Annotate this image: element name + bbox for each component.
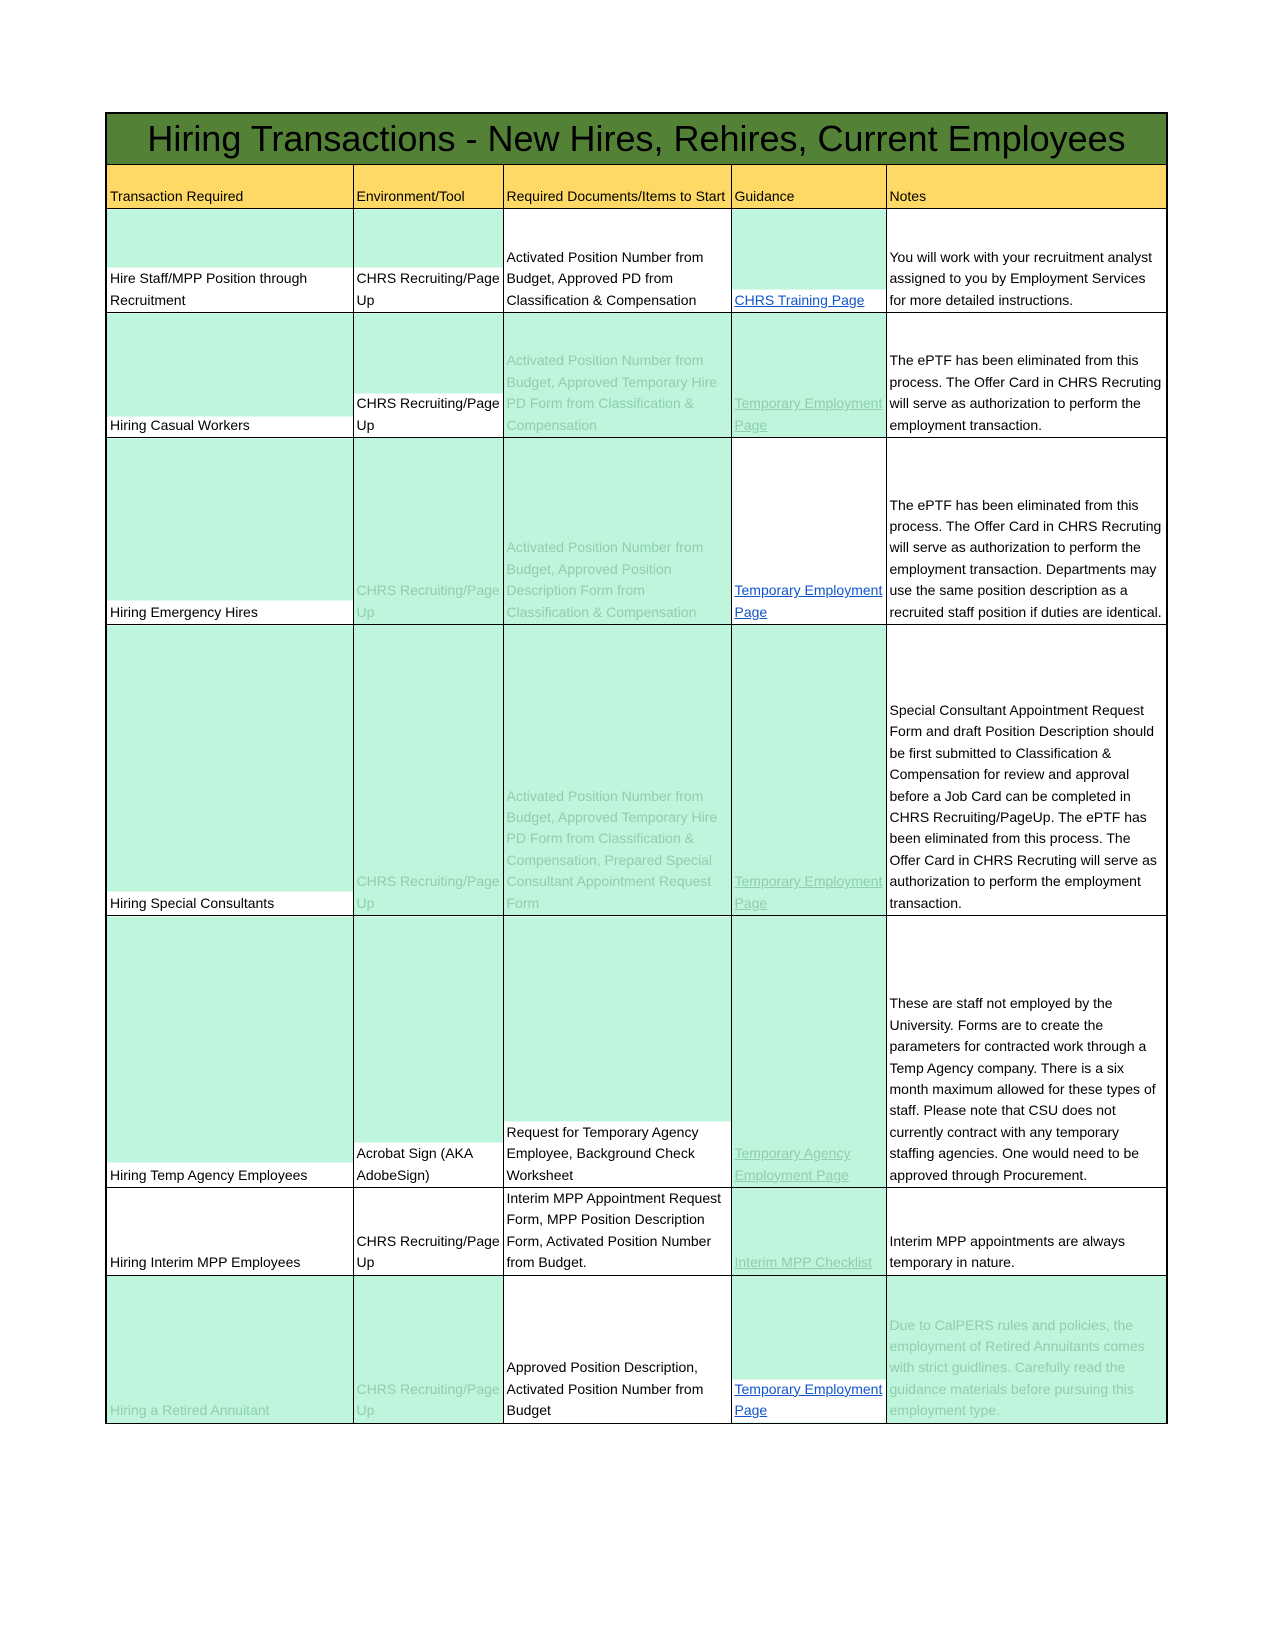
documents-cell: Activated Position Number from Budget, Approved Temporary Hire PD Form from Classification & Compensation, Prepared Special Consultant Appointment Request Form [503,625,731,916]
header-documents: Required Documents/Items to Start [503,165,731,209]
environment-cell: CHRS Recruiting/Page Up [353,625,503,916]
documents-cell: Activated Position Number from Budget, Approved PD from Classification & Compensation [503,209,731,313]
guidance-cell [731,209,886,313]
notes-cell: These are staff not employed by the University. Forms are to create the parameters for contracted work through a Temp Agency company. There is a six month maximum allowed for these types of staff. Please note that CSU does not currently contract with any temporary staffing agencies. One would need to be approved through Procurement. [886,916,1166,1188]
transaction-cell: Hiring a Retired Annuitant [107,1275,353,1423]
header-notes: Notes [886,165,1166,209]
documents-cell: Activated Position Number from Budget, Approved Temporary Hire PD Form from Classification & Compensation [503,313,731,438]
transaction-cell: Hiring Emergency Hires [107,438,353,625]
sheet-title: Hiring Transactions - New Hires, Rehires, Current Employees [107,114,1166,165]
guidance-link[interactable]: Temporary Employment Page [734,395,883,433]
hiring-transactions-sheet [105,112,1168,1424]
notes-cell: Special Consultant Appointment Request Form and draft Position Description should be first submitted to Classification & Compensation for review and approval before a Job Card can be completed in CHRS Recruiting/PageUp. The ePTF has been eliminated from this process. The Offer Card in CHRS Recruting will serve as authorization to perform the employment transaction. [886,625,1166,916]
notes-cell: The ePTF has been eliminated from this process. The Offer Card in CHRS Recruting will serve as authorization to perform the employment transaction. Departments may use the same position description as a recruited staff position if duties are identical. [886,438,1166,625]
transaction-cell: Hire Staff/MPP Position through Recruitment [107,209,353,313]
guidance-cell [731,1188,886,1276]
documents-cell: Request for Temporary Agency Employee, Background Check Worksheet [503,916,731,1188]
guidance-cell [731,1275,886,1423]
notes-cell: The ePTF has been eliminated from this process. The Offer Card in CHRS Recruting will serve as authorization to perform the employment transaction. [886,313,1166,438]
table-row [107,209,1166,313]
guidance-cell [731,625,886,916]
guidance-link[interactable]: Temporary Employment Page [734,582,883,620]
transaction-cell: Hiring Casual Workers [107,313,353,438]
table-row [107,625,1166,916]
header-environment: Environment/Tool [353,165,503,209]
notes-cell: Interim MPP appointments are always temporary in nature. [886,1188,1166,1276]
transaction-cell: Hiring Interim MPP Employees [107,1188,353,1276]
environment-cell: Acrobat Sign (AKA AdobeSign) [353,916,503,1188]
guidance-cell [731,313,886,438]
documents-cell: Activated Position Number from Budget, Approved Position Description Form from Classification & Compensation [503,438,731,625]
header-transaction: Transaction Required [107,165,353,209]
transaction-cell: Hiring Temp Agency Employees [107,916,353,1188]
transaction-cell: Hiring Special Consultants [107,625,353,916]
guidance-cell [731,438,886,625]
header-row [107,165,1166,209]
environment-cell: CHRS Recruiting/Page Up [353,209,503,313]
table-row [107,438,1166,625]
environment-cell: CHRS Recruiting/Page Up [353,438,503,625]
guidance-link[interactable]: Temporary Employment Page [734,873,883,911]
guidance-link[interactable]: Temporary Employment Page [734,1380,883,1419]
environment-cell: CHRS Recruiting/Page Up [353,1188,503,1276]
environment-cell: CHRS Recruiting/Page Up [353,1275,503,1423]
guidance-cell [731,916,886,1188]
table-row [107,1275,1166,1423]
header-guidance: Guidance [731,165,886,209]
table-row [107,313,1166,438]
notes-cell: You will work with your recruitment analyst assigned to you by Employment Services for more detailed instructions. [886,209,1166,313]
table-row [107,1188,1166,1276]
table-row [107,916,1166,1188]
notes-cell: Due to CalPERS rules and policies, the employment of Retired Annuitants comes with strict guidlines. Carefully read the guidance materials before pursuing this employment type. [886,1275,1166,1423]
documents-cell: Approved Position Description, Activated Position Number from Budget [503,1275,731,1423]
environment-cell: CHRS Recruiting/Page Up [353,313,503,438]
documents-cell: Interim MPP Appointment Request Form, MPP Position Description Form, Activated Position Number from Budget. [503,1188,731,1276]
guidance-link[interactable]: Temporary Agency Employment Page [734,1145,851,1183]
guidance-link[interactable]: Interim MPP Checklist [734,1254,872,1271]
guidance-link[interactable]: CHRS Training Page [734,291,865,308]
transactions-table [107,165,1166,1424]
